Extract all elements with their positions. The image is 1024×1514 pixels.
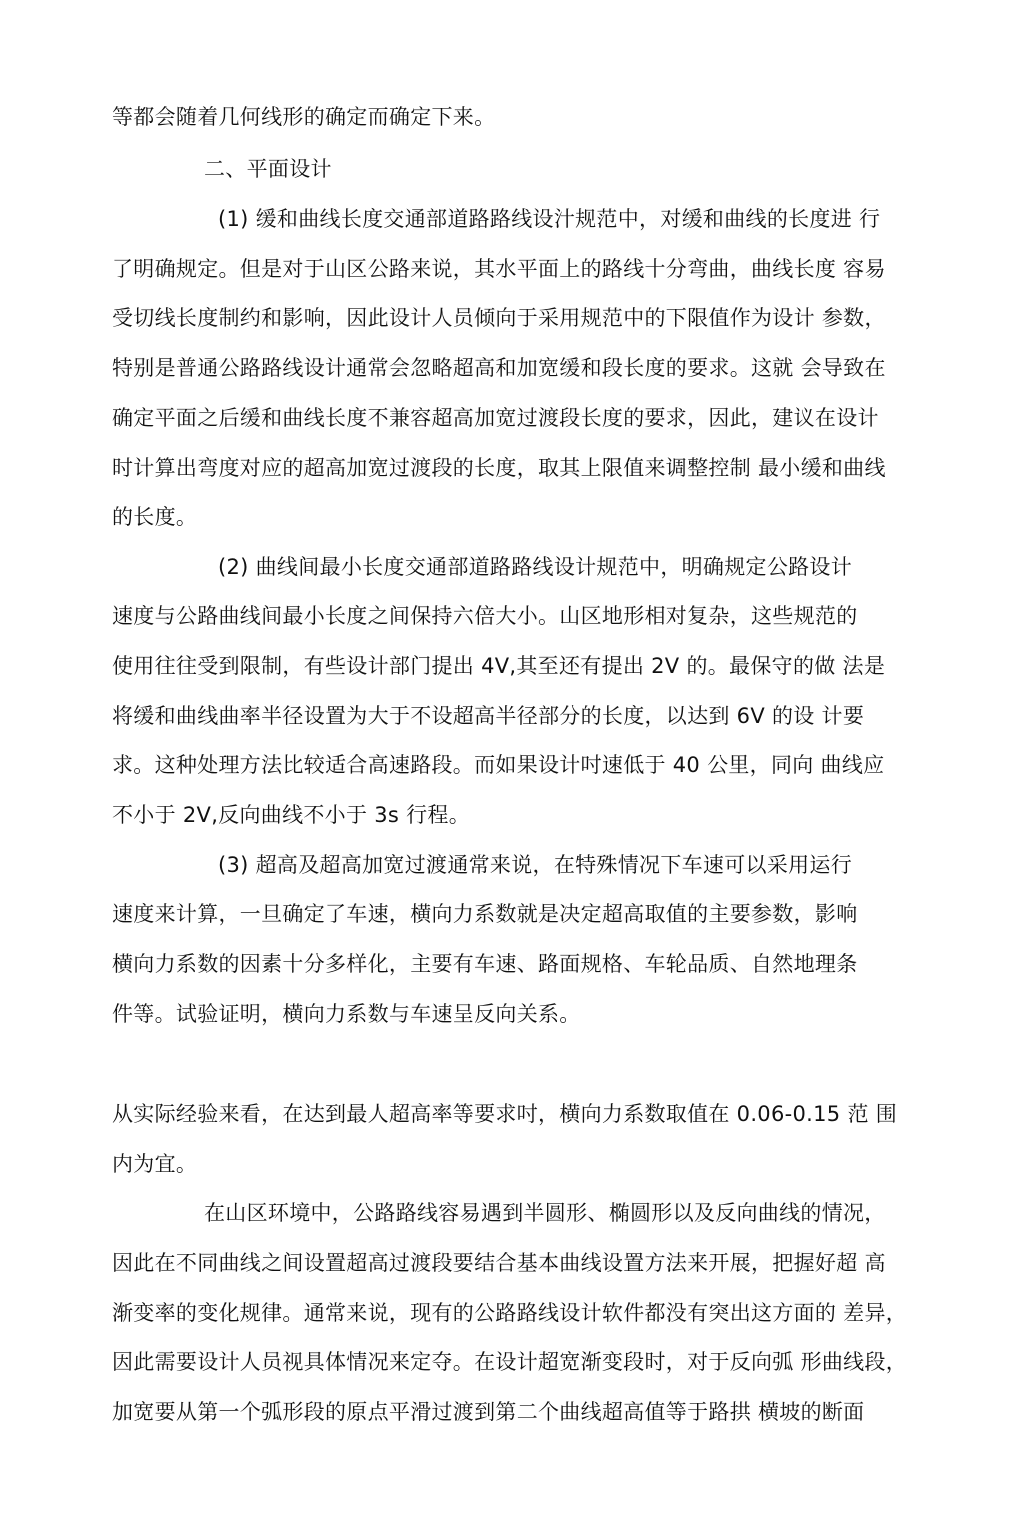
text-line: 因此需要设计人员视具体情况来定夺。在设计超宽渐变段时，对于反向弧 形曲线段， xyxy=(112,1350,908,1374)
text-line: 使用往往受到限制，有些设计部门提出 4V,其至还有提出 2V 的。最保守的做 法是 xyxy=(112,654,886,678)
text-line: 不小于 2V,反向曲线不小于 3s 行程。 xyxy=(112,803,471,827)
text-line: 确定平面之后缓和曲线长度不兼容超高加宽过渡段长度的要求，因此，建议在设计 xyxy=(112,406,879,430)
text-line: 加宽要从第一个弧形段的原点平滑过渡到第二个曲线超高值等于路拱 横坡的断面 xyxy=(112,1400,865,1424)
paragraph-3-line-1: (3) 超高及超高加宽过渡通常来说，在特殊情况下车速可以采用运行 xyxy=(218,853,853,877)
text-line: 从实际经验来看，在达到最人超高率等要求吋，横向力系数取值在 0.06-0.15 范 围 xyxy=(112,1102,898,1126)
text-line: 特别是普通公路路线设计通常会忽略超高和加宽缓和段长度的要求。这就 会导致在 xyxy=(112,356,886,380)
text-line: 因此在不同曲线之间设置超高过渡段要结合基本曲线设置方法来开展，把握好超 高 xyxy=(112,1251,886,1275)
text-line: 受切线长度制约和影响，因此设计人员倾向于采用规范中的下限值作为设计 参数， xyxy=(112,306,886,330)
paragraph-1-line-1: (1) 缓和曲线长度交通部道路路线设汁规范中，对缓和曲线的长度进 行 xyxy=(218,207,881,231)
text-line: 时计算出弯度对应的超高加宽过渡段的长度，取其上限值来调整控制 最小缓和曲线 xyxy=(112,456,886,480)
text-line: 内为宜。 xyxy=(112,1152,198,1176)
paragraph-2-line-1: (2) 曲线间最小长度交通部道路路线设计规范中，明确规定公路设计 xyxy=(218,555,853,579)
text-line: 件等。试验证明，横向力系数与车速呈反向关系。 xyxy=(112,1002,581,1026)
paragraph-5-line-1: 在山区环境中，公路路线容易遇到半圆形、椭圆形以及反向曲线的情况， xyxy=(204,1201,886,1225)
text-line: 了明确规定。但是对于山区公路来说，其水平面上的路线十分弯曲，曲线长度 容易 xyxy=(112,257,886,281)
text-line: 求。这种处理方法比较适合高速路段。而如果设计吋速低于 40 公里，同向 曲线应 xyxy=(112,753,885,777)
text-line: 等都会随着几何线形的确定而确定下来。 xyxy=(112,105,496,129)
text-line: 速度来计算，一旦确定了车速，横向力系数就是决定超高取值的主要参数，影响 xyxy=(112,902,858,926)
text-line: 横向力系数的因素十分多样化，主要有车速、路面规格、车轮品质、自然地理条 xyxy=(112,952,858,976)
text-line: 速度与公路曲线间最小长度之间保持六倍大小。山区地形相对复杂，这些规范的 xyxy=(112,604,858,628)
text-line: 将缓和曲线曲率半径设置为大于不设超高半径部分的长度，以达到 6V 的设 计要 xyxy=(112,704,865,728)
section-heading: 二、平面设计 xyxy=(204,157,332,181)
text-line: 渐变率的变化规律。通常来说，现有的公路路线设计软件都没有突出这方面的 差异， xyxy=(112,1301,908,1325)
text-line: 的长度。 xyxy=(112,505,198,529)
